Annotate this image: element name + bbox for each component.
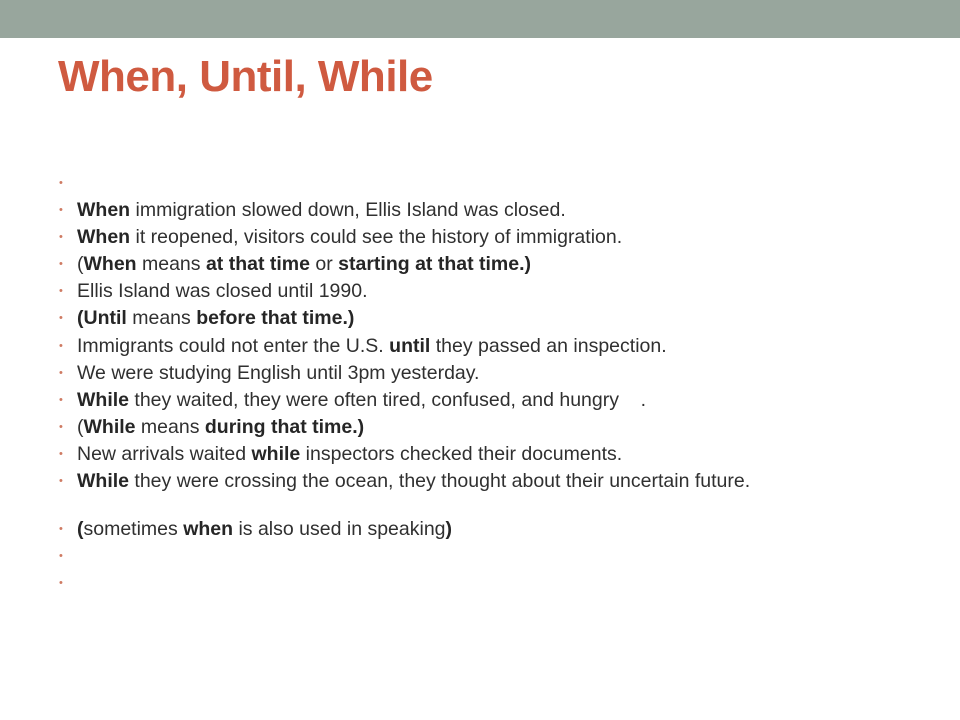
bullet-text-segment: they passed an inspection. [430,334,667,357]
bullet-text [77,518,452,540]
bullet-item [58,224,750,251]
bullet-text [77,335,667,357]
bullet-text-segment: or [309,253,339,276]
bullet-text [77,199,566,221]
bullet-text-segment: ( [77,253,84,276]
bullet-dot-icon: • [59,285,63,298]
bullet-item [58,441,750,468]
bullet-item [58,387,750,414]
bullet-dot-icon: • [59,339,63,352]
bullet-text-bold-segment: starting at that time.) [338,253,532,276]
bullet-text [77,280,368,302]
bullet-list [58,170,750,597]
bullet-text-segment: means [136,253,206,276]
bullet-item [58,414,750,441]
bullet-text-segment: We were studying English until 3pm yesterday. [77,361,480,384]
bullet-text [77,226,622,248]
bullet-text-segment: means [126,307,197,330]
bullet-item [58,570,750,597]
bullet-item [58,468,750,495]
bullet-dot-icon: • [59,550,63,563]
bullet-text-bold-segment: ( [77,518,84,541]
bullet-text-bold-segment: until [389,334,431,357]
bullet-text-segment: New arrivals waited [77,442,252,465]
bullet-text-bold-segment: (Until [77,307,127,330]
bullet-text-bold-segment: when [183,518,234,541]
bullet-dot-icon: • [59,258,63,271]
bullet-item [58,278,750,305]
bullet-text-bold-segment: While [83,415,136,438]
bullet-text [77,443,622,465]
bullet-text-segment: immigration slowed down, Ellis Island was closed. [130,199,566,222]
bullet-dot-icon: • [59,475,63,488]
slide-title: When, Until, While [58,52,433,101]
bullet-text-bold-segment: while [251,442,301,465]
bullet-text-segment: ( [77,415,84,438]
bullet-dot-icon: • [59,420,63,433]
bullet-text-bold-segment: When [83,253,137,276]
bullet-dot-icon: • [59,366,63,379]
bullet-dot-icon: • [59,447,63,460]
bullet-dot-icon: • [59,177,63,189]
bullet-text-bold-segment: While [77,388,129,411]
bullet-text-segment: inspectors checked their documents. [300,442,623,465]
bullet-dot-icon: • [59,393,63,406]
bullet-text [77,253,531,275]
bullet-text-segment: sometimes [83,518,184,541]
bullet-item [58,333,750,360]
bullet-text-bold-segment: at that time [205,253,310,276]
bullet-text-bold-segment: When [77,226,131,249]
bullet-text-bold-segment: ) [445,518,453,541]
bullet-text-segment: Ellis Island was closed until 1990. [77,280,368,303]
bullet-dot-icon: • [59,523,63,536]
bullet-item [58,251,750,278]
bullet-text [77,470,750,492]
bullet-text-bold-segment: before that time.) [196,307,355,330]
bullet-text-segment: it reopened, visitors could see the history of immigration. [130,226,623,249]
slide-top-bar [0,0,960,38]
bullet-text-segment: they were crossing the ocean, they thought about their uncertain future. [129,470,751,493]
bullet-dot-icon: • [59,577,63,590]
bullet-text [77,389,646,411]
bullet-text [77,307,354,329]
bullet-text-bold-segment: While [77,470,129,493]
bullet-item [58,170,750,197]
bullet-text-segment: they waited, they were often tired, confused, and hungry . [129,388,647,411]
bullet-dot-icon: • [59,231,63,244]
bullet-text-bold-segment: during that time.) [204,415,365,438]
bullet-item [58,305,750,332]
bullet-dot-icon: • [59,204,63,217]
bullet-text-segment: is also used in speaking [233,518,446,541]
bullet-item [58,360,750,387]
bullet-item [58,197,750,224]
bullet-text [77,362,479,384]
bullet-dot-icon: • [59,312,63,325]
bullet-text [77,416,364,438]
bullet-text-segment: means [135,415,205,438]
bullet-item [58,543,750,570]
bullet-text-segment: Immigrants could not enter the U.S. [77,334,390,357]
bullet-text-bold-segment: When [77,199,131,222]
bullet-item [58,516,750,543]
